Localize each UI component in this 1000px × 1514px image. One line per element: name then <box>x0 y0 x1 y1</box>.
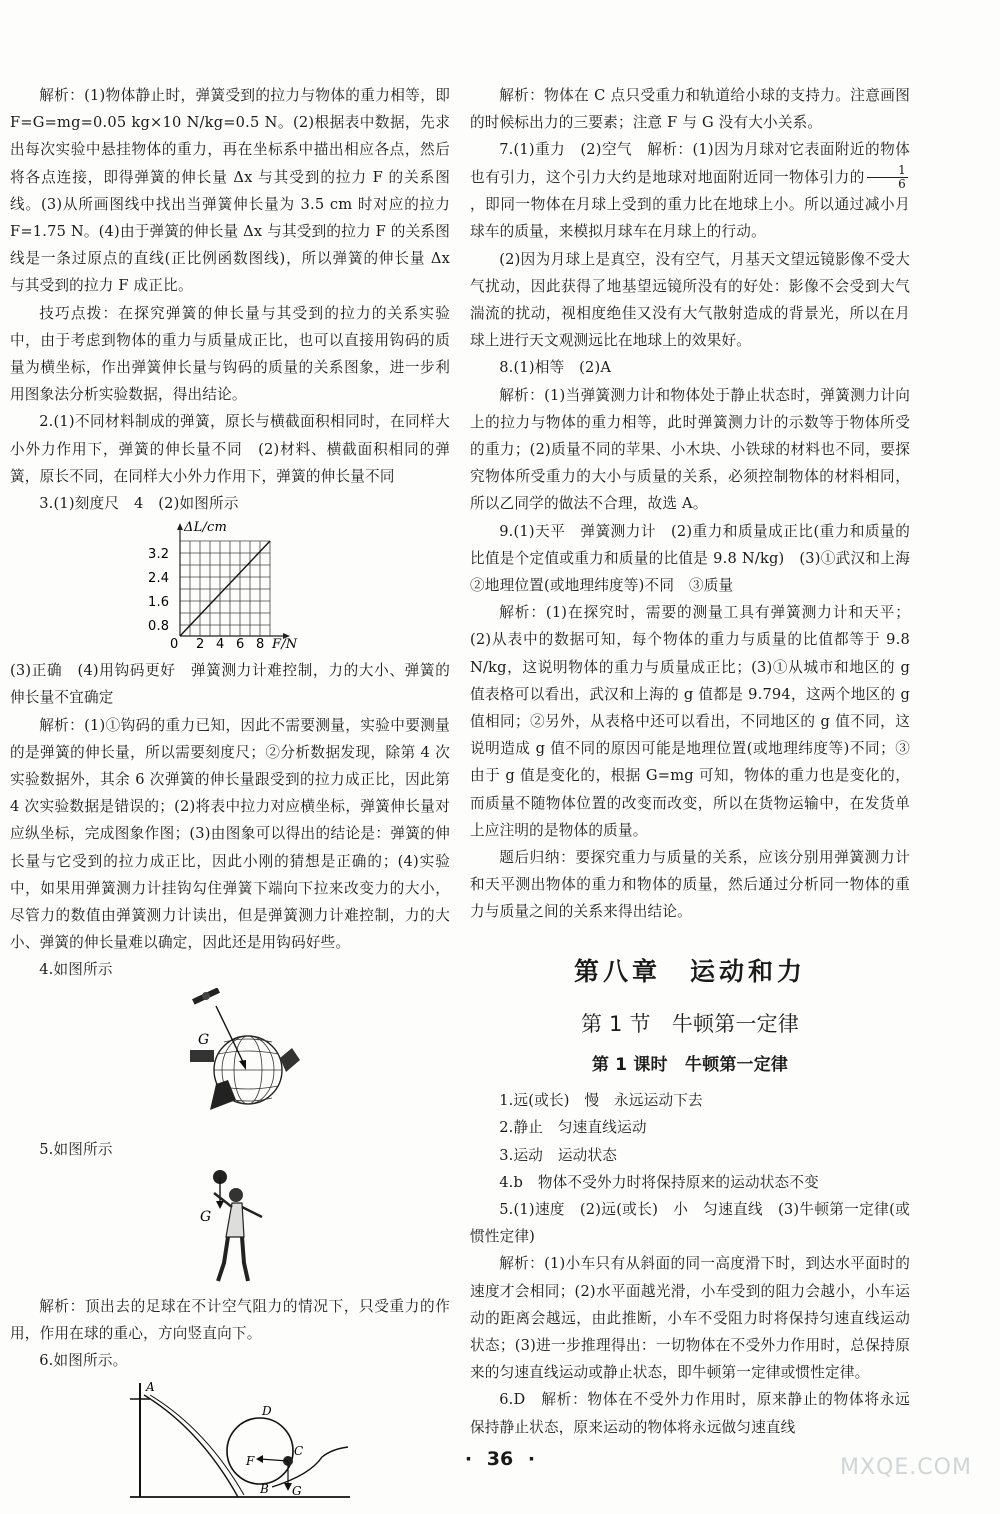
x-tick-6: 6 <box>236 637 245 653</box>
x-axis-label: F/N <box>272 637 298 653</box>
lesson-answer-6: 6.D 解析：物体在不受外力作用时，原来静止的物体将永远保持静止状态，原来运动的物体将永远做匀速直线 <box>470 1391 910 1436</box>
answer-7-part3: (2)因为月球上是真空，没有空气，月基天文望远镜影像不受大气扰动，因此获得了地基望远镜所没有的好处：影像不会受到大气湍流的扰动，视相度绝佳又没有大气散射造成的背景光，所以在月球上进行天文观测远比在地球上的效果好。 <box>470 250 910 350</box>
lesson-title: 第 1 课时 牛顿第一定律 <box>591 1055 789 1075</box>
ramp <box>144 1395 238 1497</box>
answer-4: 4.如图所示 <box>39 961 113 979</box>
answer-3-continued: (3)正确 (4)用钩码更好 弹簧测力计难控制，力的大小、弹簧的伸长量不宜确定 <box>10 662 450 707</box>
watermark: MXQE.COM <box>840 1455 972 1480</box>
summary-paragraph: 题后归纳：要探究重力与质量的关系，应该分别用弹簧测力计和天平测出物体的重力和物体的质量，然后通过分析同一物体的重力与质量之间的关系来得出结论。 <box>470 848 910 921</box>
point-D-label: D <box>262 1403 272 1418</box>
answer-9: 9.(1)天平 弹簧测力计 (2)重力和质量成正比(重力和质量的比值是个定值或重力和质量的比值是 9.8 N/kg) (3)①武汉和上海 ②地理位置(或地理纬度等)不同 ③质量 <box>470 522 925 594</box>
answer-7 <box>470 136 910 245</box>
point-C-label: C <box>294 1443 304 1458</box>
gravity-label: G <box>198 1031 210 1048</box>
section-title: 第 1 节 牛顿第一定律 <box>580 1011 800 1036</box>
lesson-answer-2: 2.静止 匀速直线运动 <box>499 1119 647 1137</box>
x-tick-4: 4 <box>216 637 225 653</box>
building <box>190 1050 214 1062</box>
fraction <box>867 164 908 191</box>
player-body <box>226 1203 244 1237</box>
y-tick-3.2: 3.2 <box>148 547 170 563</box>
x-tick-8: 8 <box>256 637 265 653</box>
lesson-analysis-5: 解析：(1)小车只有从斜面的同一高度滑下时，到达水平面时的速度才会相同；(2)水平面越光滑，小车受到的阻力会越小，小车运动的距离会越远，由此推断，小车不受阻力时将保持匀速直线运动状态；(3)进一步推理得出：一切物体在不受外力作用时，总保持原来的匀速直线运动或静止状态，即牛顿第一定律或惯性定律。 <box>470 1255 910 1382</box>
page-dot-left: · <box>464 1448 473 1470</box>
lesson-answer-1: 1.远(或长) 慢 永远运动下去 <box>499 1092 703 1110</box>
analysis-paragraph-5: 解析：顶出去的足球在不计空气阻力的情况下，只受重力的作用，作用在球的重心，方向竖直向下。 <box>10 1297 450 1343</box>
chapter-title: 第八章 运动和力 <box>573 956 806 986</box>
lesson-answer-4: 4.b 物体不受外力时将保持原来的运动状态不变 <box>499 1173 819 1191</box>
left-column <box>10 82 450 1509</box>
spring-graph <box>10 521 450 653</box>
lesson-answer-3: 3.运动 运动状态 <box>499 1146 618 1164</box>
answer-7-part1: 7.(1)重力 (2)空气 解析：(1)因为月球对它表面附近的物体也有引力，这个引力大约是地球对地面附近同一物体引力的 <box>470 141 910 186</box>
proportional-line <box>180 541 270 636</box>
analysis-paragraph-3: 解析：(1)①钩码的重力已知，因此不需要测量，实验中要测量的是弹簧的伸长量，所以需要刻度尺；②分析数据发现，除第 4 次实验数据外，其余 6 次弹簧的伸长量跟受到的拉力成正比，因此第 4 次实验数据是错误的；(2)将表中拉力对应横坐标，弹簧伸长量对应纵坐标，完成图象作图；(3)由图象可以得出的结论是：弹簧的伸长量与它受到的拉力成正比，因此小刚的猜想是正确的；(4)实验中，如果用弹簧测力计挂钩勾住弹簧下端向下拉来改变力的大小，尽管力的数值由弹簧测力计读出，但是弹簧测力计难控制，力的大小、弹簧的伸长量难以确定，因此还是用钩码好些。 <box>10 716 450 952</box>
footballer-svg <box>10 1167 450 1289</box>
fraction-denominator: 6 <box>898 177 906 192</box>
y-axis-label: ΔL/cm <box>184 521 228 536</box>
point-F-label: F <box>246 1453 255 1468</box>
player-head <box>229 1188 243 1202</box>
answer-5: 5.如图所示 <box>39 1140 113 1158</box>
y-tick-2.4: 2.4 <box>148 571 170 587</box>
tip-paragraph: 技巧点拨：在探究弹簧的伸长量与其受到的拉力的关系实验中，由于考虑到物体的重力与质量成正比，也可以直接用钩码的质量为横坐标，作出弹簧伸长量与钩码的质量的关系图象，进一步利用图象法分析实验数据，得出结论。 <box>10 304 450 404</box>
mountain <box>210 1080 236 1110</box>
ball-gravity-label: G <box>200 1208 212 1225</box>
answer-3: 3.(1)刻度尺 4 (2)如图所示 <box>39 495 239 513</box>
answer-2: 2.(1)不同材料制成的弹簧，原长与横截面积相同时，在同样大小外力作用下，弹簧的伸长量不同 (2)材料、横截面积相同的弹簧，原长不同，在同样大小外力作用下，弹簧的伸长量不同 <box>10 413 450 485</box>
satellite <box>192 988 221 1006</box>
analysis-paragraph-8: 解析：(1)当弹簧测力计和物体处于静止状态时，弹簧测力计向上的拉力与物体的重力相等，此时弹簧测力计的示数等于物体所受的重力；(2)质量不同的苹果、小木块、小铁球的材料也不同，要探究物体所受重力的大小与质量的关系，必须控制物体的材料相同，所以乙同学的做法不合理，故选 A。 <box>470 386 910 513</box>
earth-figure <box>10 988 450 1132</box>
answer-6: 6.如图所示。 <box>39 1352 128 1370</box>
answer-8: 8.(1)相等 (2)A <box>499 359 612 377</box>
page-dot-right: · <box>527 1448 536 1470</box>
page-number-value: 36 <box>486 1448 514 1470</box>
footballer-figure <box>10 1167 450 1289</box>
right-column <box>470 82 925 1441</box>
loop-track-figure <box>10 1379 450 1505</box>
earth-svg <box>10 988 450 1132</box>
y-arrow <box>177 523 183 530</box>
analysis-paragraph: 解析：(1)物体静止时，弹簧受到的拉力与物体的重力相等，即 F=G=mg=0.05 kg×10 N/kg=0.5 N。(2)根据表中数据，先求出每次实验中悬挂物体的重力，再在坐标系中描出相应各点，然后将各点连接，即得弹簧的伸长量 Δx 与其受到的拉力 F 的关系图线。(3)从所画图线中找出当弹簧伸长量为 3.5 cm 时对应的拉力 F=1.75 N。(4)由于弹簧的伸长量 Δx 与其受到的拉力 F 的关系图线是一条过原点的直线(正比例函数图线)，所以弹簧的伸长量 Δx 与其受到的拉力 F 成正比。 <box>10 87 450 295</box>
y-tick-1.6: 1.6 <box>148 595 170 611</box>
point-B-label: B <box>260 1481 270 1496</box>
point-A-label: A <box>146 1379 155 1394</box>
lesson-answer-5: 5.(1)速度 (2)远(或长) 小 匀速直线 (3)牛顿第一定律(或惯性定律) <box>470 1201 910 1246</box>
y-tick-0.8: 0.8 <box>148 619 170 635</box>
answer-7-part2: ，即同一物体在月球上受到的重力比在地球上小。所以通过减小月球车的质量，来模拟月球车在月球上的行动。 <box>470 196 910 241</box>
graph-svg <box>10 521 450 653</box>
origin-label: 0 <box>170 637 179 653</box>
track-svg <box>10 1379 450 1505</box>
point-G-label: G <box>292 1483 302 1498</box>
analysis-paragraph-9: 解析：(1)在探究时，需要的测量工具有弹簧测力计和天平；(2)从表中的数据可知，每个物体的重力与质量的比值都等于 9.8 N/kg，这说明物体的重力与质量成正比；(3)①从城市和地区的 g 值表格可以看出，武汉和上海的 g 值都是 9.794，这两个地区的 g 值相同；②另外，从表格中还可以看出，不同地区的 g 值不同，这说明造成 g 值不同的原因可能是地理位置(或地理纬度等)不同；③由于 g 值是变化的，根据 G=mg 可知，物体的重力也是变化的，而质量不随物体位置的改变而改变，所以在货物运输中，在发货单上应注明的是物体的质量。 <box>470 604 910 839</box>
fraction-numerator: 1 <box>867 164 908 178</box>
x-tick-2: 2 <box>196 637 205 653</box>
gravity-arrow <box>216 1006 244 1064</box>
analysis-paragraph-6: 解析：物体在 C 点只受重力和轨道给小球的支持力。注意画图的时候标出力的三要素；注意 F 与 G 没有大小关系。 <box>470 87 910 132</box>
right-structure <box>280 1048 300 1072</box>
